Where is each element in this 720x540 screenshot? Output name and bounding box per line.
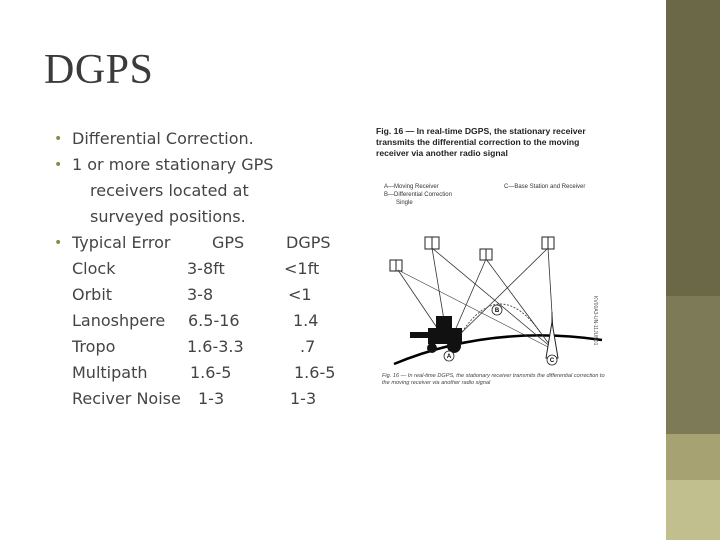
legend-single: Single [396,200,413,206]
row-dgps: 1-3 [290,389,317,408]
bullet-marker: • [54,235,63,251]
dgps-figure [370,126,614,394]
slide-body [54,126,364,412]
side-bar-segment [666,296,720,434]
error-table-row [54,334,364,360]
figure-caption: Fig. 16 — In real-time DGPS, the stationary receiver transmits the differential correction to the moving receiver via another radio signal [376,126,586,158]
bullet-item [54,152,364,230]
side-bar-segment [666,480,720,540]
satellite-icon [480,249,492,260]
row-dgps: 1.4 [293,311,319,330]
satellite-icon [425,237,439,249]
dgps-diagram [370,126,614,394]
row-gps: 3-8ft [187,259,225,278]
header-label: Typical Error [72,233,171,252]
figure-bottom-caption: Fig. 16 — In real-time DGPS, the stationary receiver transmits the differential correction to the moving receiver via another radio signal [382,373,605,386]
row-gps: 3-8 [187,285,214,304]
figure-side-code: KV00A3-UN-11JUN01 [592,296,598,346]
bullet-line: receivers located at [90,181,249,200]
error-table-row [54,360,364,386]
row-label: Reciver Noise [72,389,181,408]
row-gps: 1-3 [198,389,225,408]
header-dgps: DGPS [286,233,331,252]
legend-moving-receiver: A—Moving Receiver [384,184,439,190]
side-bar-segment [666,0,720,296]
label-c: C [549,358,555,364]
label-a: A [446,354,452,360]
row-gps: 6.5-16 [188,311,240,330]
earth-surface [394,335,602,364]
decorative-side-bar [666,0,720,540]
row-dgps: 1.6-5 [294,363,336,382]
error-table-header [54,230,364,256]
bullet-marker: • [54,131,63,147]
row-label: Lanoshpere [72,311,166,330]
row-label: Orbit [72,285,113,304]
label-b: B [494,308,500,314]
error-table-row [54,282,364,308]
slide-title: DGPS [44,47,154,93]
legend-differential-correction: B—Differential Correction [384,192,452,198]
bullet-line: surveyed positions. [90,207,246,226]
signal-line [486,259,552,348]
tractor-icon [410,316,462,353]
row-dgps: <1 [288,285,312,304]
error-table-row [54,256,364,282]
bullet-item [54,126,364,152]
bullet-line: 1 or more stationary GPS [72,155,274,174]
satellite-icon [542,237,554,249]
signal-line [452,248,548,342]
row-gps: 1.6-3.3 [187,337,244,356]
error-table [54,230,364,412]
header-gps: GPS [212,233,245,252]
row-label: Multipath [72,363,148,382]
side-bar-segment [666,434,720,480]
satellite-icon [390,260,402,271]
row-dgps: .7 [300,337,316,356]
legend-base-station: C—Base Station and Receiver [504,184,586,190]
bullet-text: Differential Correction. [72,129,254,148]
row-label: Clock [72,259,116,278]
bullet-marker: • [54,157,63,173]
row-dgps: <1ft [284,259,320,278]
error-table-row [54,386,364,412]
row-label: Tropo [72,337,116,356]
row-gps: 1.6-5 [190,363,232,382]
error-table-row [54,308,364,334]
